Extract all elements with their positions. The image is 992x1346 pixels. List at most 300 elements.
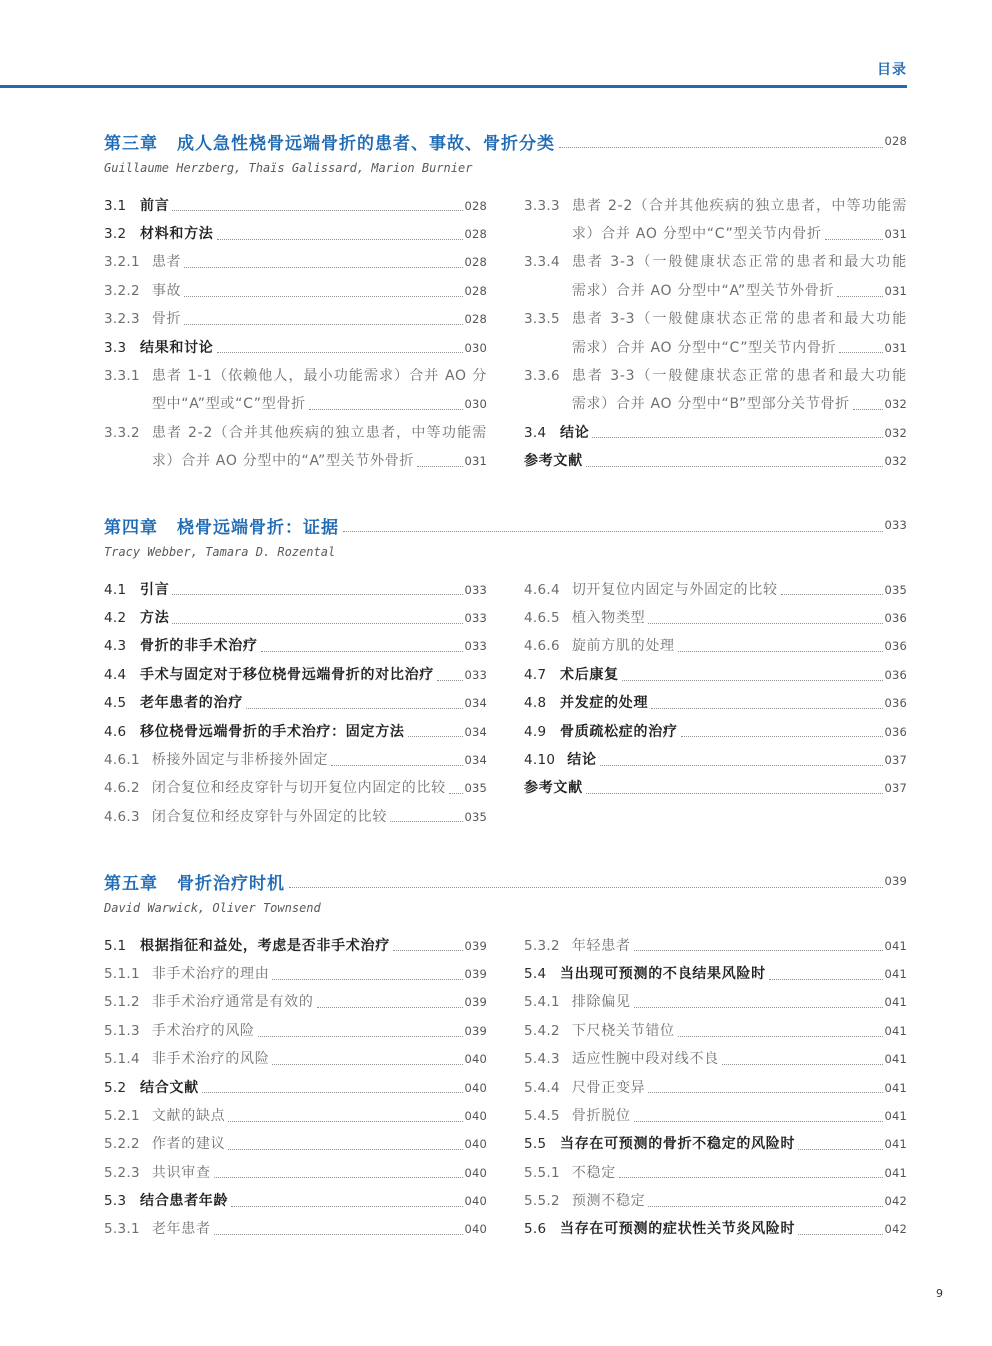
entry-page: 031 — [884, 227, 907, 242]
toc-entry-line — [104, 604, 487, 632]
dot-leader — [184, 324, 463, 325]
dot-leader — [417, 466, 463, 467]
dot-leader — [231, 1206, 463, 1207]
toc-entry — [104, 604, 487, 632]
toc-entry — [104, 803, 487, 831]
entry-number: 5.2.2 — [104, 1136, 140, 1153]
toc-entry-line — [524, 1130, 907, 1158]
entry-number: 5.2.1 — [104, 1107, 140, 1124]
toc-entry-line — [104, 932, 487, 960]
entry-page: 033 — [464, 582, 487, 597]
toc-entry — [524, 632, 907, 660]
entry-title: 非手术治疗通常是有效的 — [151, 994, 314, 1011]
chapter-entries — [104, 932, 907, 1244]
entry-title: 骨质疏松症的治疗 — [560, 723, 678, 740]
toc-entry-line — [524, 1017, 907, 1045]
entry-number: 4.10 — [524, 751, 556, 768]
entry-title: 前言 — [140, 197, 170, 214]
entry-number: 4.6.2 — [104, 780, 140, 797]
right-column — [524, 932, 907, 1244]
toc-entry — [104, 1187, 487, 1215]
toc-entry-line — [104, 803, 487, 831]
dot-leader — [228, 1121, 463, 1122]
toc-entry-line — [104, 988, 487, 1016]
entry-page: 041 — [884, 1023, 907, 1038]
chapter-entries — [104, 576, 907, 831]
toc-entry-line — [524, 576, 907, 604]
dot-leader — [648, 1206, 883, 1207]
toc-entry-line — [524, 1187, 907, 1215]
entry-number: 5.4.3 — [524, 1051, 560, 1068]
toc-entry — [524, 1130, 907, 1158]
toc-entry-line — [104, 277, 487, 305]
toc-entry — [104, 362, 487, 419]
dot-leader — [217, 352, 464, 353]
toc-entry — [524, 746, 907, 774]
entry-number: 3.3.3 — [524, 197, 560, 214]
entry-title: 作者的建议 — [151, 1136, 226, 1153]
toc-entry — [524, 932, 907, 960]
entry-page: 033 — [464, 639, 487, 654]
entry-page: 040 — [464, 1193, 487, 1208]
entry-title: 求）合并 AO 分型中“C”型关节内骨折 — [571, 226, 822, 243]
dot-leader — [619, 1177, 883, 1178]
toc-entry — [104, 277, 487, 305]
dot-leader — [172, 594, 463, 595]
entry-page: 034 — [464, 724, 487, 739]
dot-leader — [678, 1036, 884, 1037]
chapter-section — [104, 127, 907, 475]
entry-title: 共识审查 — [151, 1164, 211, 1181]
toc-entry — [104, 1074, 487, 1102]
toc-entry — [524, 1074, 907, 1102]
dot-leader — [634, 1121, 884, 1122]
entry-title: 年轻患者 — [571, 937, 631, 954]
toc-entry-line — [104, 1074, 487, 1102]
dot-leader — [769, 979, 884, 980]
entry-title: 适应性腕中段对线不良 — [571, 1051, 719, 1068]
toc-entry — [524, 192, 907, 249]
entry-page: 041 — [884, 1165, 907, 1180]
entry-page: 034 — [464, 696, 487, 711]
toc-entry — [524, 1187, 907, 1215]
toc-entry-line — [524, 960, 907, 988]
entry-title: 患者 3-3（一般健康状态正常的患者和最大功能 — [571, 311, 907, 328]
entry-number: 3.3.6 — [524, 367, 560, 384]
entry-title: 旋前方肌的处理 — [571, 638, 675, 655]
toc-entry-line — [524, 774, 907, 802]
dot-leader — [722, 1064, 884, 1065]
entry-title: 手术治疗的风险 — [151, 1022, 255, 1039]
dot-leader — [246, 708, 464, 709]
entry-title: 结论 — [567, 751, 597, 768]
entry-page: 031 — [464, 453, 487, 468]
entry-page: 040 — [464, 1080, 487, 1095]
entry-number: 5.2.3 — [104, 1164, 140, 1181]
entry-number: 5.5 — [524, 1136, 547, 1153]
entry-title: 手术与固定对于移位桡骨远端骨折的对比治疗 — [140, 666, 434, 683]
toc-entry-line — [524, 419, 907, 447]
entry-page: 028 — [464, 283, 487, 298]
toc-entry-line — [104, 334, 487, 362]
entry-page: 040 — [464, 1222, 487, 1237]
toc-entry — [524, 1215, 907, 1243]
entry-number: 5.1.1 — [104, 966, 140, 983]
entry-title: 文献的缺点 — [151, 1107, 226, 1124]
entry-title: 移位桡骨远端骨折的手术治疗：固定方法 — [140, 723, 405, 740]
dot-leader — [837, 296, 883, 297]
toc-entry-line — [524, 447, 907, 475]
entry-number: 5.4 — [524, 966, 547, 983]
toc-entry-line — [104, 576, 487, 604]
entry-page: 033 — [464, 611, 487, 626]
toc-entry-line — [524, 1102, 907, 1130]
dot-leader — [600, 765, 884, 766]
entry-title: 非手术治疗的理由 — [151, 966, 270, 983]
entry-title: 老年患者 — [151, 1221, 211, 1238]
toc-entry-line — [524, 1215, 907, 1243]
entry-page: 032 — [884, 453, 907, 468]
toc-entry — [104, 988, 487, 1016]
references-entry — [524, 447, 907, 475]
entry-title: 桥接外固定与非桥接外固定 — [151, 751, 329, 768]
dot-leader — [648, 623, 883, 624]
toc-entry-line — [524, 220, 907, 248]
entry-page: 035 — [464, 809, 487, 824]
entry-number: 5.3 — [104, 1192, 127, 1209]
dot-leader — [202, 1092, 464, 1093]
dot-leader — [172, 623, 463, 624]
chapter-authors: Guillaume Herzberg, Thaïs Galissard, Marion Burnier — [104, 161, 473, 175]
dot-leader — [272, 1064, 463, 1065]
entry-page: 030 — [464, 340, 487, 355]
toc-entry — [104, 1215, 487, 1243]
toc-entry — [524, 248, 907, 305]
entry-number: 4.6.1 — [104, 751, 140, 768]
entry-title: 材料和方法 — [140, 226, 214, 243]
toc-entry-line — [524, 932, 907, 960]
dot-leader — [289, 887, 883, 888]
toc-entry-line — [104, 1102, 487, 1130]
entry-title: 结果和讨论 — [140, 339, 214, 356]
entry-number: 4.6.4 — [524, 581, 560, 598]
entry-page: 028 — [464, 312, 487, 327]
entry-title: 当存在可预测的症状性关节炎风险时 — [560, 1221, 796, 1238]
toc-entry-line — [104, 390, 487, 418]
chapter-number: 第三章 — [104, 133, 158, 154]
chapter-number: 第四章 — [104, 517, 158, 538]
chapter-authors: David Warwick, Oliver Townsend — [104, 901, 321, 915]
dot-leader — [393, 950, 464, 951]
entry-title: 植入物类型 — [571, 610, 646, 627]
dot-leader — [217, 239, 464, 240]
entry-page: 032 — [884, 397, 907, 412]
entry-number: 4.5 — [104, 695, 127, 712]
entry-number: 4.6 — [104, 723, 127, 740]
toc-entry-line — [524, 1074, 907, 1102]
toc-entry — [104, 1102, 487, 1130]
entry-title: 需求）合并 AO 分型中“A”型关节外骨折 — [571, 282, 835, 299]
entry-page: 035 — [464, 781, 487, 796]
chapter-title: 骨折治疗时机 — [177, 873, 285, 894]
entry-title: 方法 — [140, 610, 170, 627]
entry-number: 4.1 — [104, 581, 127, 598]
header-rule — [0, 85, 907, 88]
entry-title: 求）合并 AO 分型中的“A”型关节外骨折 — [151, 452, 415, 469]
entry-title: 患者 3-3（一般健康状态正常的患者和最大功能 — [571, 254, 907, 271]
entry-number: 4.4 — [104, 666, 127, 683]
entry-page: 031 — [884, 283, 907, 298]
entry-title: 预测不稳定 — [571, 1192, 646, 1209]
toc-entry — [524, 1017, 907, 1045]
entry-title: 切开复位内固定与外固定的比较 — [571, 581, 778, 598]
entry-number: 4.9 — [524, 723, 547, 740]
entry-title: 需求）合并 AO 分型中“B”型部分关节骨折 — [571, 396, 850, 413]
toc-entry-line — [104, 362, 487, 390]
chapter-title: 成人急性桡骨远端骨折的患者、事故、骨折分类 — [177, 133, 555, 154]
entry-title: 骨折 — [151, 311, 182, 328]
dot-leader — [559, 147, 883, 148]
toc-entry-line — [524, 1045, 907, 1073]
entry-number: 5.1 — [104, 937, 127, 954]
dot-leader — [214, 1177, 464, 1178]
left-column — [104, 932, 487, 1244]
entry-page: 036 — [884, 696, 907, 711]
toc-entry-line — [104, 746, 487, 774]
entry-title: 患者 2-2（合并其他疾病的独立患者，中等功能需 — [151, 424, 487, 441]
entry-page: 042 — [884, 1222, 907, 1237]
entry-number: 3.2.2 — [104, 282, 140, 299]
entry-number: 5.2 — [104, 1079, 127, 1096]
dot-leader — [622, 680, 884, 681]
entry-page: 040 — [464, 1052, 487, 1067]
toc-entry-line — [104, 305, 487, 333]
toc-entry — [524, 1159, 907, 1187]
entry-title: 患者 3-3（一般健康状态正常的患者和最大功能 — [571, 367, 907, 384]
entry-page: 041 — [884, 1108, 907, 1123]
toc-entry-line — [524, 689, 907, 717]
toc-entry — [104, 746, 487, 774]
dot-leader — [592, 437, 883, 438]
entry-number: 3.4 — [524, 424, 547, 441]
toc-entry-line — [104, 774, 487, 802]
entry-title: 不稳定 — [571, 1164, 616, 1181]
entry-number: 3.3.5 — [524, 311, 560, 328]
toc-entry-line — [104, 220, 487, 248]
right-column — [524, 192, 907, 475]
entry-number: 5.5.1 — [524, 1164, 560, 1181]
entry-page: 039 — [464, 995, 487, 1010]
dot-leader — [798, 1234, 883, 1235]
toc-entry-line — [524, 661, 907, 689]
toc-entry-line — [104, 1215, 487, 1243]
right-column — [524, 576, 907, 831]
toc-entry-line — [104, 419, 487, 447]
dot-leader — [408, 736, 464, 737]
toc-entry — [104, 192, 487, 220]
chapter-heading — [104, 867, 907, 895]
entry-title: 患者 1-1（依赖他人，最小功能需求）合并 AO 分 — [151, 367, 487, 384]
entry-title: 引言 — [140, 581, 170, 598]
entry-title: 老年患者的治疗 — [140, 695, 243, 712]
entry-title: 排除偏见 — [571, 994, 631, 1011]
dot-leader — [839, 352, 883, 353]
entry-number: 5.3.1 — [104, 1221, 140, 1238]
entry-title: 骨折的非手术治疗 — [140, 638, 258, 655]
chapter-entries — [104, 192, 907, 475]
entry-number: 4.3 — [104, 638, 127, 655]
entry-page: 036 — [884, 639, 907, 654]
dot-leader — [184, 296, 463, 297]
entry-title: 闭合复位和经皮穿针与外固定的比较 — [151, 808, 388, 825]
entry-number: 4.7 — [524, 666, 547, 683]
entry-page: 037 — [884, 752, 907, 767]
toc-entry — [524, 960, 907, 988]
entry-page: 041 — [884, 1080, 907, 1095]
toc-entry-line — [524, 362, 907, 390]
entry-number: 5.5.2 — [524, 1192, 560, 1209]
chapter-page: 039 — [884, 874, 907, 888]
entry-page: 031 — [884, 340, 907, 355]
toc-entry-line — [524, 988, 907, 1016]
toc-entry — [104, 1017, 487, 1045]
entry-page: 028 — [464, 198, 487, 213]
toc-entry — [104, 305, 487, 333]
entry-title: 结合患者年龄 — [140, 1192, 229, 1209]
toc-entry-line — [524, 248, 907, 276]
entry-page: 028 — [464, 255, 487, 270]
toc-entry — [524, 661, 907, 689]
entry-page: 030 — [464, 397, 487, 412]
dot-leader — [449, 793, 464, 794]
dot-leader — [678, 651, 884, 652]
toc-entry — [104, 576, 487, 604]
references-entry — [524, 774, 907, 802]
toc-entry-line — [104, 1045, 487, 1073]
toc-entry — [104, 248, 487, 276]
toc-entry-line — [104, 718, 487, 746]
toc-entry-line — [524, 192, 907, 220]
dot-leader — [258, 1036, 464, 1037]
entry-number: 4.2 — [104, 610, 127, 627]
entry-page: 041 — [884, 967, 907, 982]
entry-number: 5.1.4 — [104, 1051, 140, 1068]
entry-page: 041 — [884, 995, 907, 1010]
toc-entry-line — [524, 604, 907, 632]
dot-leader — [825, 239, 884, 240]
toc-entry-line — [524, 1159, 907, 1187]
toc-entry-line — [104, 661, 487, 689]
entry-page: 042 — [884, 1193, 907, 1208]
toc-entry — [104, 220, 487, 248]
toc-entry — [524, 419, 907, 447]
dot-leader — [184, 267, 463, 268]
toc-entry — [524, 689, 907, 717]
entry-number: 4.6.3 — [104, 808, 140, 825]
chapter-authors: Tracy Webber, Tamara D. Rozental — [104, 545, 336, 559]
chapter-page: 028 — [884, 134, 907, 148]
entry-page: 041 — [884, 938, 907, 953]
dot-leader — [309, 409, 464, 410]
dot-leader — [331, 765, 463, 766]
toc-entry-line — [104, 689, 487, 717]
entry-page: 035 — [884, 582, 907, 597]
entry-number: 4.8 — [524, 695, 547, 712]
toc-entry-line — [524, 334, 907, 362]
toc-entry — [104, 689, 487, 717]
entry-number: 5.1.3 — [104, 1022, 140, 1039]
entry-number: 5.4.2 — [524, 1022, 560, 1039]
entry-page: 036 — [884, 724, 907, 739]
dot-leader — [586, 466, 884, 467]
entry-title: 患者 — [151, 254, 182, 271]
entry-page: 039 — [464, 1023, 487, 1038]
toc-entry — [104, 334, 487, 362]
entry-number: 5.4.5 — [524, 1107, 560, 1124]
toc-entry — [524, 604, 907, 632]
chapter-title: 桡骨远端骨折：证据 — [177, 517, 339, 538]
toc-entry-line — [104, 248, 487, 276]
entry-title: 尺骨正变异 — [571, 1079, 646, 1096]
entry-title: 术后康复 — [560, 666, 619, 683]
page-number: 9 — [936, 1287, 943, 1300]
toc-entry — [104, 661, 487, 689]
dot-leader — [317, 1007, 464, 1008]
toc-entry — [524, 576, 907, 604]
dot-leader — [634, 950, 884, 951]
left-column — [104, 576, 487, 831]
toc-entry — [104, 932, 487, 960]
dot-leader — [390, 821, 463, 822]
toc-entry-line — [524, 718, 907, 746]
chapter-number: 第五章 — [104, 873, 158, 894]
entry-page: 034 — [464, 752, 487, 767]
entry-number: 5.6 — [524, 1221, 547, 1238]
entry-title: 患者 2-2（合并其他疾病的独立患者，中等功能需 — [571, 197, 907, 214]
entry-number: 3.1 — [104, 197, 127, 214]
toc-entry-line — [524, 632, 907, 660]
dot-leader — [261, 651, 464, 652]
entry-number: 3.2.1 — [104, 254, 140, 271]
toc-entry — [104, 1045, 487, 1073]
dot-leader — [781, 594, 884, 595]
entry-number: 3.3 — [104, 339, 127, 356]
entry-title: 型中“A”型或“C”型骨折 — [151, 396, 306, 413]
toc-entry-line — [104, 632, 487, 660]
entry-number: 4.6.5 — [524, 610, 560, 627]
entry-number: 4.6.6 — [524, 638, 560, 655]
entry-title: 参考文献 — [524, 780, 583, 797]
entry-page: 040 — [464, 1108, 487, 1123]
toc-entry-line — [104, 1130, 487, 1158]
toc-entry — [524, 1045, 907, 1073]
toc-entry-line — [524, 746, 907, 774]
entry-number: 5.1.2 — [104, 994, 140, 1011]
entry-title: 参考文献 — [524, 452, 583, 469]
entry-title: 闭合复位和经皮穿针与切开复位内固定的比较 — [151, 780, 446, 797]
entry-number: 5.4.1 — [524, 994, 560, 1011]
entry-page: 039 — [464, 967, 487, 982]
entry-title: 非手术治疗的风险 — [151, 1051, 270, 1068]
entry-title: 根据指征和益处，考虑是否非手术治疗 — [140, 937, 390, 954]
chapter-section — [104, 867, 907, 1244]
left-column — [104, 192, 487, 475]
entry-number: 5.3.2 — [524, 937, 560, 954]
running-header-title: 目录 — [877, 62, 907, 78]
dot-leader — [651, 708, 883, 709]
entry-number: 3.3.1 — [104, 367, 140, 384]
chapter-page: 033 — [884, 518, 907, 532]
